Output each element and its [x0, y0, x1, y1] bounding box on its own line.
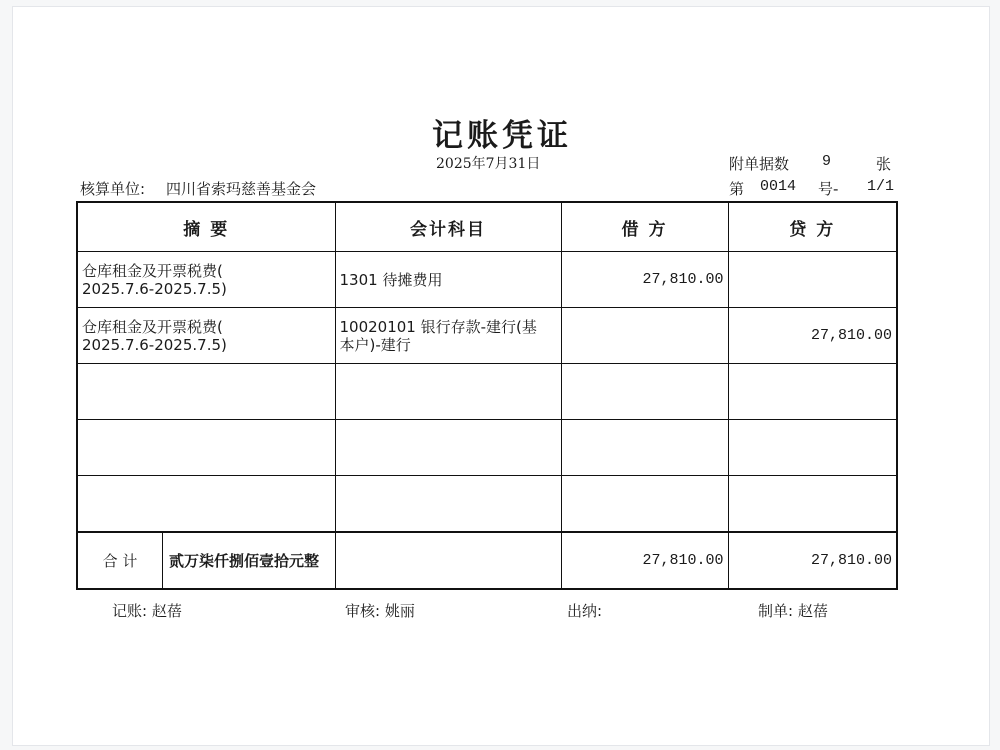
- empty-cell: [728, 364, 897, 420]
- table-row-empty: [77, 476, 897, 533]
- table-header-row: [77, 202, 897, 252]
- empty-cell: [728, 476, 897, 533]
- empty-cell: [335, 364, 561, 420]
- empty-cell: [335, 420, 561, 476]
- voucher-number: 0014: [760, 178, 797, 195]
- summary-line: 2025.7.6-2025.7.5): [82, 279, 227, 298]
- voucher-number-prefix: 第: [729, 180, 745, 198]
- voucher-title: 记账凭证: [432, 118, 572, 154]
- table-row: [77, 308, 897, 364]
- total-credit: 27,810.00: [728, 532, 897, 589]
- row-credit: [728, 252, 897, 308]
- summary-line: 2025.7.6-2025.7.5): [82, 335, 227, 354]
- row-credit: 27,810.00: [728, 308, 897, 364]
- attachments-label: 附单据数: [729, 155, 790, 173]
- signature-bookkeeper: 记账: 赵蓓: [112, 602, 182, 620]
- empty-cell: [728, 420, 897, 476]
- row-account: [335, 308, 561, 364]
- summary-line: 仓库租金及开票税费(: [82, 317, 223, 336]
- empty-cell: [561, 476, 728, 533]
- account-line: 1301 待摊费用: [339, 270, 443, 289]
- voucher-page: 1/1: [867, 178, 895, 195]
- table-row: [77, 252, 897, 308]
- voucher-number-suffix: 号-: [818, 180, 839, 198]
- row-summary: [77, 308, 335, 364]
- empty-cell: [77, 476, 335, 533]
- total-row: [77, 532, 897, 589]
- row-debit: [561, 308, 728, 364]
- row-account: [335, 252, 561, 308]
- total-account-cell: [335, 532, 561, 589]
- total-amount-words: 贰万柒仟捌佰壹拾元整: [169, 552, 320, 570]
- empty-cell: [77, 364, 335, 420]
- signature-reviewer: 审核: 姚丽: [345, 602, 415, 620]
- total-label: 合 计: [78, 533, 163, 588]
- attachments-count: 9: [822, 153, 832, 170]
- voucher-table: [76, 201, 898, 590]
- voucher-date: 2025年7月31日: [436, 156, 541, 172]
- header-account: 会计科目: [335, 202, 561, 252]
- signature-cashier: 出纳:: [567, 602, 603, 620]
- total-debit: 27,810.00: [561, 532, 728, 589]
- signature-preparer: 制单: 赵蓓: [758, 602, 828, 620]
- table-row-empty: [77, 420, 897, 476]
- account-line: 10020101 银行存款-建行(基: [339, 317, 537, 336]
- account-line: 本户)-建行: [339, 335, 411, 354]
- header-summary: 摘 要: [77, 202, 335, 252]
- unit-name: 四川省索玛慈善基金会: [166, 180, 317, 198]
- header-debit: 借 方: [561, 202, 728, 252]
- unit-label: 核算单位:: [80, 180, 146, 198]
- row-debit: 27,810.00: [561, 252, 728, 308]
- header-credit: 贷 方: [728, 202, 897, 252]
- total-cell: [77, 532, 335, 589]
- empty-cell: [561, 420, 728, 476]
- row-summary: [77, 252, 335, 308]
- summary-line: 仓库租金及开票税费(: [82, 261, 223, 280]
- empty-cell: [561, 364, 728, 420]
- table-row-empty: [77, 364, 897, 420]
- empty-cell: [335, 476, 561, 533]
- empty-cell: [77, 420, 335, 476]
- attachments-unit: 张: [876, 155, 892, 173]
- total-split: [78, 533, 335, 588]
